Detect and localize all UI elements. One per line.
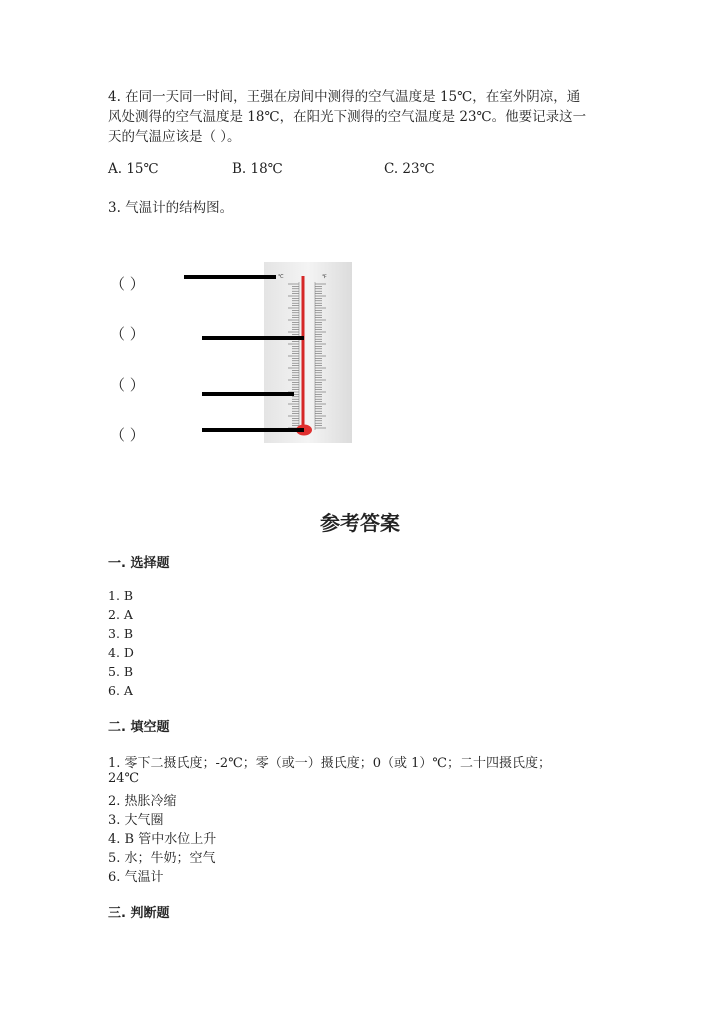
answer-2-6: 6. 气温计 [108,870,164,885]
question-4-line-1: 4. 在同一天同一时间，王强在房间中测得的空气温度是 15℃，在室外阴凉，通 [108,89,581,105]
answer-1-3: 3. B [108,626,134,641]
answer-1-4: 4. D [108,645,134,660]
answer-2-2: 2. 热胀冷缩 [108,794,177,809]
option-a: A. 15℃ [108,161,159,177]
answer-2-1-cont: 24℃ [108,771,140,786]
pointer-line-3 [202,392,294,396]
thermometer-board [264,262,352,443]
option-c: C. 23℃ [384,161,435,177]
pointer-line-2 [202,336,304,340]
thermometer-diagram [264,262,352,443]
answer-1-6: 6. A [108,683,133,698]
blank-4: （ ） [110,426,145,444]
question-3-text: 3. 气温计的结构图。 [108,200,234,216]
answer-1-5: 5. B [108,664,134,679]
question-4-line-3: 天的气温应该是（ ）。 [108,129,241,145]
option-b: B. 18℃ [232,161,283,177]
blank-1: （ ） [110,275,145,293]
mercury-column [302,276,305,430]
fahrenheit-label: ℉ [322,274,327,280]
section-3-heading: 三. 判断题 [108,906,170,921]
pointer-line-4 [202,428,304,432]
pointer-line-1 [184,275,276,279]
answers-title: 参考答案 [320,511,400,535]
blank-3: （ ） [110,376,145,394]
section-2-heading: 二. 填空题 [108,720,170,735]
answer-1-1: 1. B [108,588,134,603]
answer-2-5: 5. 水；牛奶；空气 [108,851,216,866]
celsius-label: ℃ [278,274,284,280]
answer-2-4: 4. B 管中水位上升 [108,832,217,847]
answer-1-2: 2. A [108,607,133,622]
answer-2-3: 3. 大气圈 [108,813,164,828]
answer-2-1: 1. 零下二摄氏度；-2℃；零（或一）摄氏度；0（或 1）℃；二十四摄氏度； [108,756,551,771]
thermometer-drawing [264,262,352,443]
section-1-heading: 一. 选择题 [108,556,170,571]
blank-2: （ ） [110,325,145,343]
question-4-line-2: 风处测得的空气温度是 18℃，在阳光下测得的空气温度是 23℃。他要记录这一 [108,109,587,125]
